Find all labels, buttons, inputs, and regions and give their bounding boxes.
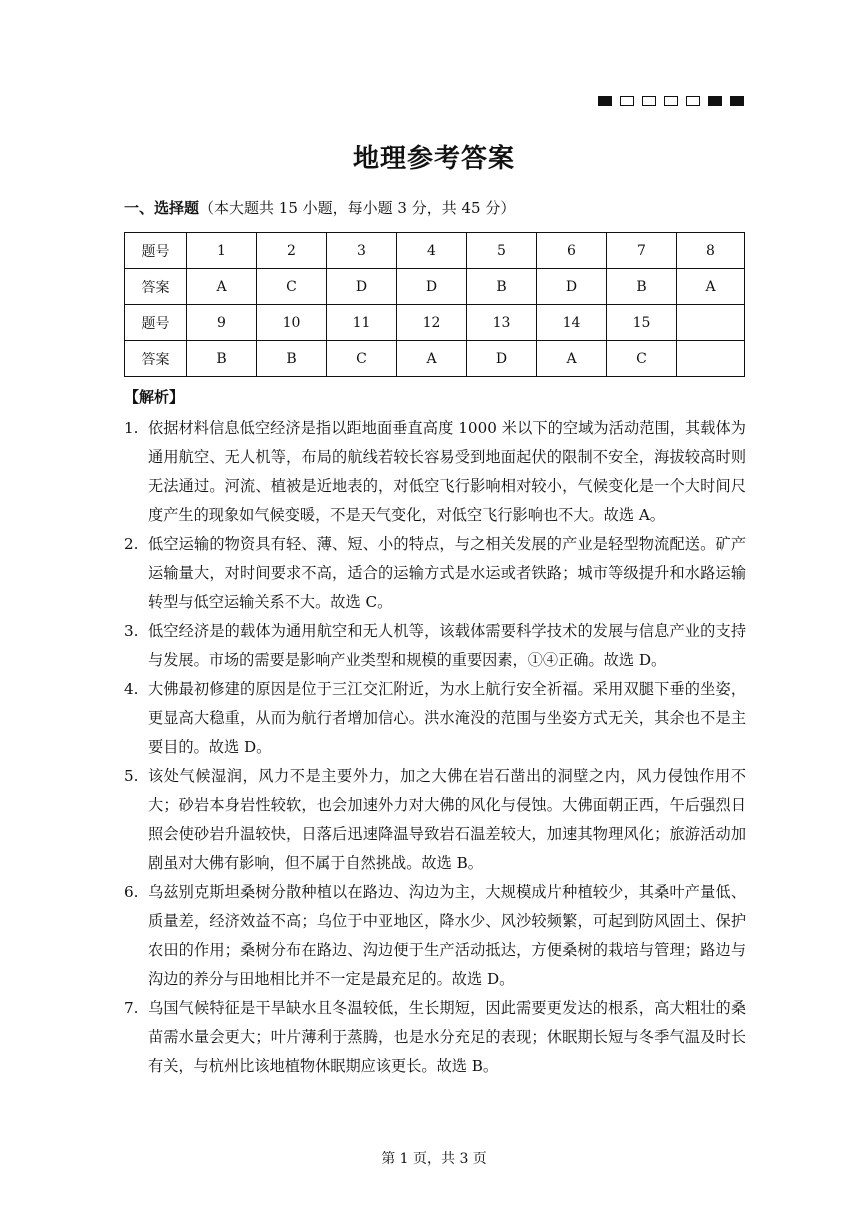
table-cell: 15 bbox=[607, 305, 677, 341]
explanation-number: 2. bbox=[124, 535, 139, 553]
table-cell: B bbox=[607, 269, 677, 305]
section-heading bbox=[124, 197, 515, 218]
explanation-item bbox=[124, 414, 746, 530]
explanation-text: 乌国气候特征是干旱缺水且冬温较低，生长期短，因此需要更发达的根系，高大粗壮的桑苗需水量会更大；叶片薄利于蒸腾，也是水分充足的表现；休眠期长短与冬季气温及时长有关，与杭州比该地植物休眠期应该更长。故选 B。 bbox=[148, 999, 746, 1075]
table-cell: 4 bbox=[397, 233, 467, 269]
marker-square bbox=[598, 96, 612, 106]
table-cell: 5 bbox=[467, 233, 537, 269]
explanation-text: 大佛最初修建的原因是位于三江交汇附近，为水上航行安全祈福。采用双腿下垂的坐姿，更显高大稳重，从而为航行者增加信心。洪水淹没的范围与坐姿方式无关，其余也不是主要目的。故选 D。 bbox=[148, 680, 746, 756]
table-row bbox=[125, 341, 745, 377]
table-cell: C bbox=[607, 341, 677, 377]
explanation-item bbox=[124, 878, 746, 994]
table-row bbox=[125, 233, 745, 269]
table-cell: B bbox=[467, 269, 537, 305]
table-cell: A bbox=[677, 269, 745, 305]
table-cell: 6 bbox=[537, 233, 607, 269]
table-cell: C bbox=[257, 269, 327, 305]
explanation-item bbox=[124, 530, 746, 617]
table-row bbox=[125, 305, 745, 341]
explanation-item bbox=[124, 994, 746, 1081]
table-cell: 7 bbox=[607, 233, 677, 269]
table-cell: D bbox=[537, 269, 607, 305]
table-cell: A bbox=[537, 341, 607, 377]
marker-square bbox=[708, 96, 722, 106]
table-cell: B bbox=[187, 341, 257, 377]
table-cell: 3 bbox=[327, 233, 397, 269]
table-cell: A bbox=[187, 269, 257, 305]
row-header-cell: 答案 bbox=[125, 269, 187, 305]
explanation-item bbox=[124, 617, 746, 675]
section-note: （本大题共 15 小题，每小题 3 分，共 45 分） bbox=[199, 199, 516, 217]
table-cell: 2 bbox=[257, 233, 327, 269]
marker-square bbox=[664, 96, 678, 106]
explanation-number: 7. bbox=[124, 999, 139, 1017]
explanation-number: 1. bbox=[124, 419, 139, 437]
explanation-text: 乌兹别克斯坦桑树分散种植以在路边、沟边为主，大规模成片种植较少，其桑叶产量低、质量差，经济效益不高；乌位于中亚地区，降水少、风沙较频繁，可起到防风固土、保护农田的作用；桑树分布在路边、沟边便于生产活动抵达，方便桑树的栽培与管理；路边与沟边的养分与田地相比并不一定是最充足的。故选 D。 bbox=[148, 883, 746, 988]
table-cell: D bbox=[467, 341, 537, 377]
explanation-text: 低空经济是的载体为通用航空和无人机等，该载体需要科学技术的发展与信息产业的支持与发展。市场的需要是影响产业类型和规模的重要因素，①④正确。故选 D。 bbox=[148, 622, 746, 669]
answer-table bbox=[124, 232, 745, 377]
page-title: 地理参考答案 bbox=[352, 144, 515, 174]
table-cell: A bbox=[397, 341, 467, 377]
explanation-number: 5. bbox=[124, 767, 139, 785]
page-footer: 第 1 页，共 3 页 bbox=[381, 1151, 487, 1167]
explanation-text: 该处气候湿润，风力不是主要外力，加之大佛在岩石凿出的洞壁之内，风力侵蚀作用不大；砂岩本身岩性较软，也会加速外力对大佛的风化与侵蚀。大佛面朝正西，午后强烈日照会使砂岩升温较快，日落后迅速降温导致岩石温差较大，加速其物理风化；旅游活动加剧虽对大佛有影响，但不属于自然挑战。故选 B。 bbox=[148, 767, 746, 872]
explanation-list bbox=[124, 414, 746, 1081]
table-cell bbox=[677, 305, 745, 341]
row-header-cell: 题号 bbox=[125, 233, 187, 269]
marker-square bbox=[686, 96, 700, 106]
explanation-number: 6. bbox=[124, 883, 139, 901]
table-cell: 13 bbox=[467, 305, 537, 341]
table-cell: B bbox=[257, 341, 327, 377]
marker-square bbox=[620, 96, 634, 106]
explanation-item bbox=[124, 762, 746, 878]
table-cell: 10 bbox=[257, 305, 327, 341]
marker-square bbox=[642, 96, 656, 106]
table-cell: 8 bbox=[677, 233, 745, 269]
table-row bbox=[125, 269, 745, 305]
explanation-number: 4. bbox=[124, 680, 139, 698]
row-header-cell: 题号 bbox=[125, 305, 187, 341]
table-cell bbox=[677, 341, 745, 377]
explanation-text: 低空运输的物资具有轻、薄、短、小的特点，与之相关发展的产业是轻型物流配送。矿产运输量大，对时间要求不高，适合的运输方式是水运或者铁路；城市等级提升和水路运输转型与低空运输关系不大。故选 C。 bbox=[148, 535, 746, 611]
section-label: 一、选择题 bbox=[124, 199, 200, 217]
table-cell: 9 bbox=[187, 305, 257, 341]
explanation-item bbox=[124, 675, 746, 762]
explanation-text: 依据材料信息低空经济是指以距地面垂直高度 1000 米以下的空域为活动范围，其载体为通用航空、无人机等，布局的航线若较长容易受到地面起伏的限制不安全，海拔较高时则无法通过。河流、植被是近地表的，对低空飞行影响相对较小，气候变化是一个大时间尺度产生的现象如气候变暖，不是天气变化，对低空飞行影响也不大。故选 A。 bbox=[148, 419, 746, 524]
analysis-label: 【解析】 bbox=[124, 388, 185, 406]
table-cell: C bbox=[327, 341, 397, 377]
table-cell: D bbox=[327, 269, 397, 305]
table-cell: 14 bbox=[537, 305, 607, 341]
table-cell: 1 bbox=[187, 233, 257, 269]
row-header-cell: 答案 bbox=[125, 341, 187, 377]
table-cell: 12 bbox=[397, 305, 467, 341]
explanation-number: 3. bbox=[124, 622, 139, 640]
page-marker-squares bbox=[598, 96, 744, 106]
marker-square bbox=[730, 96, 744, 106]
table-cell: D bbox=[397, 269, 467, 305]
table-cell: 11 bbox=[327, 305, 397, 341]
